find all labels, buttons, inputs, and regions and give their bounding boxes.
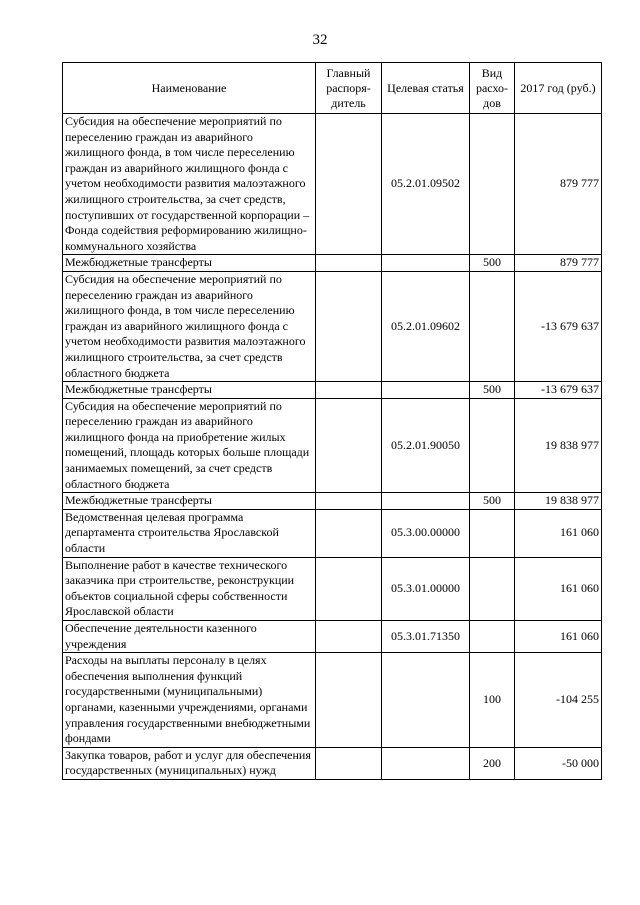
row-type [470,621,515,653]
row-type [470,509,515,557]
row-code [382,255,470,272]
table-row [63,382,602,399]
table-row [63,509,602,557]
row-name: Ведомственная целевая программа департамента строительства Ярославской области [63,509,316,557]
row-admin [316,255,382,272]
table-row [63,271,602,381]
table-row [63,398,602,493]
page-number: 32 [312,32,328,48]
table-body [63,114,602,780]
budget-table [62,62,602,780]
row-code [382,653,470,748]
header-amount: 2017 год (руб.) [515,63,602,114]
header-code: Целевая статья [382,63,470,114]
row-admin [316,747,382,779]
row-amount: 161 060 [515,509,602,557]
table-row [63,621,602,653]
row-admin [316,271,382,381]
row-name: Расходы на выплаты персоналу в целях обеспечения выполнения функций государственными (муниципальными) органами, казенными учреждениями, органами управления государственными внебюджетными фондами [63,653,316,748]
row-admin [316,621,382,653]
row-type: 500 [470,382,515,399]
row-admin [316,493,382,510]
row-amount: 879 777 [515,255,602,272]
row-amount: -50 000 [515,747,602,779]
row-code: 05.2.01.09602 [382,271,470,381]
table-header-row [63,63,602,114]
row-name: Обеспечение деятельности казенного учреждения [63,621,316,653]
row-code [382,493,470,510]
table-row [63,653,602,748]
row-admin [316,114,382,255]
row-code: 05.2.01.09502 [382,114,470,255]
row-amount: 161 060 [515,621,602,653]
row-admin [316,382,382,399]
row-type: 200 [470,747,515,779]
table-row [63,493,602,510]
header-admin: Главный распоря-дитель [316,63,382,114]
row-name: Субсидия на обеспечение мероприятий по переселению граждан из аварийного жилищного фонда, в том числе переселению граждан из аварийного жилищного фонда с учетом необходимости развития малоэтажного жилищного строительства, за счет средств областного бюджета [63,271,316,381]
row-admin [316,557,382,620]
table-row [63,747,602,779]
row-type [470,114,515,255]
row-code: 05.3.00.00000 [382,509,470,557]
row-name: Межбюджетные трансферты [63,255,316,272]
row-amount: -13 679 637 [515,382,602,399]
header-type: Вид расхо-дов [470,63,515,114]
row-name: Межбюджетные трансферты [63,493,316,510]
row-code: 05.3.01.71350 [382,621,470,653]
row-amount: 161 060 [515,557,602,620]
row-name: Межбюджетные трансферты [63,382,316,399]
row-amount: 879 777 [515,114,602,255]
row-name: Закупка товаров, работ и услуг для обеспечения государственных (муниципальных) нужд [63,747,316,779]
row-type [470,398,515,493]
row-code: 05.2.01.90050 [382,398,470,493]
row-code [382,747,470,779]
row-amount: -104 255 [515,653,602,748]
table-row [63,114,602,255]
row-amount: -13 679 637 [515,271,602,381]
row-type [470,557,515,620]
row-name: Выполнение работ в качестве технического заказчика при строительстве, реконструкции объектов социальной сферы собственности Ярославской области [63,557,316,620]
row-type: 500 [470,255,515,272]
row-admin [316,398,382,493]
row-name: Субсидия на обеспечение мероприятий по переселению граждан из аварийного жилищного фонда на приобретение жилых помещений, площадь которых больше площади занимаемых помещений, за счет средств областного бюджета [63,398,316,493]
table-row [63,557,602,620]
row-type [470,271,515,381]
row-admin [316,653,382,748]
table-row [63,255,602,272]
row-type: 500 [470,493,515,510]
row-code: 05.3.01.00000 [382,557,470,620]
row-amount: 19 838 977 [515,398,602,493]
row-name: Субсидия на обеспечение мероприятий по переселению граждан из аварийного жилищного фонда, в том числе переселению граждан из аварийного жилищного фонда с учетом необходимости развития малоэтажного жилищного строительства, за счет средств, поступивших от государственной корпорации – Фонда содействия реформированию жилищно-коммунального хозяйства [63,114,316,255]
header-name: Наименование [63,63,316,114]
row-admin [316,509,382,557]
row-type: 100 [470,653,515,748]
row-amount: 19 838 977 [515,493,602,510]
row-code [382,382,470,399]
